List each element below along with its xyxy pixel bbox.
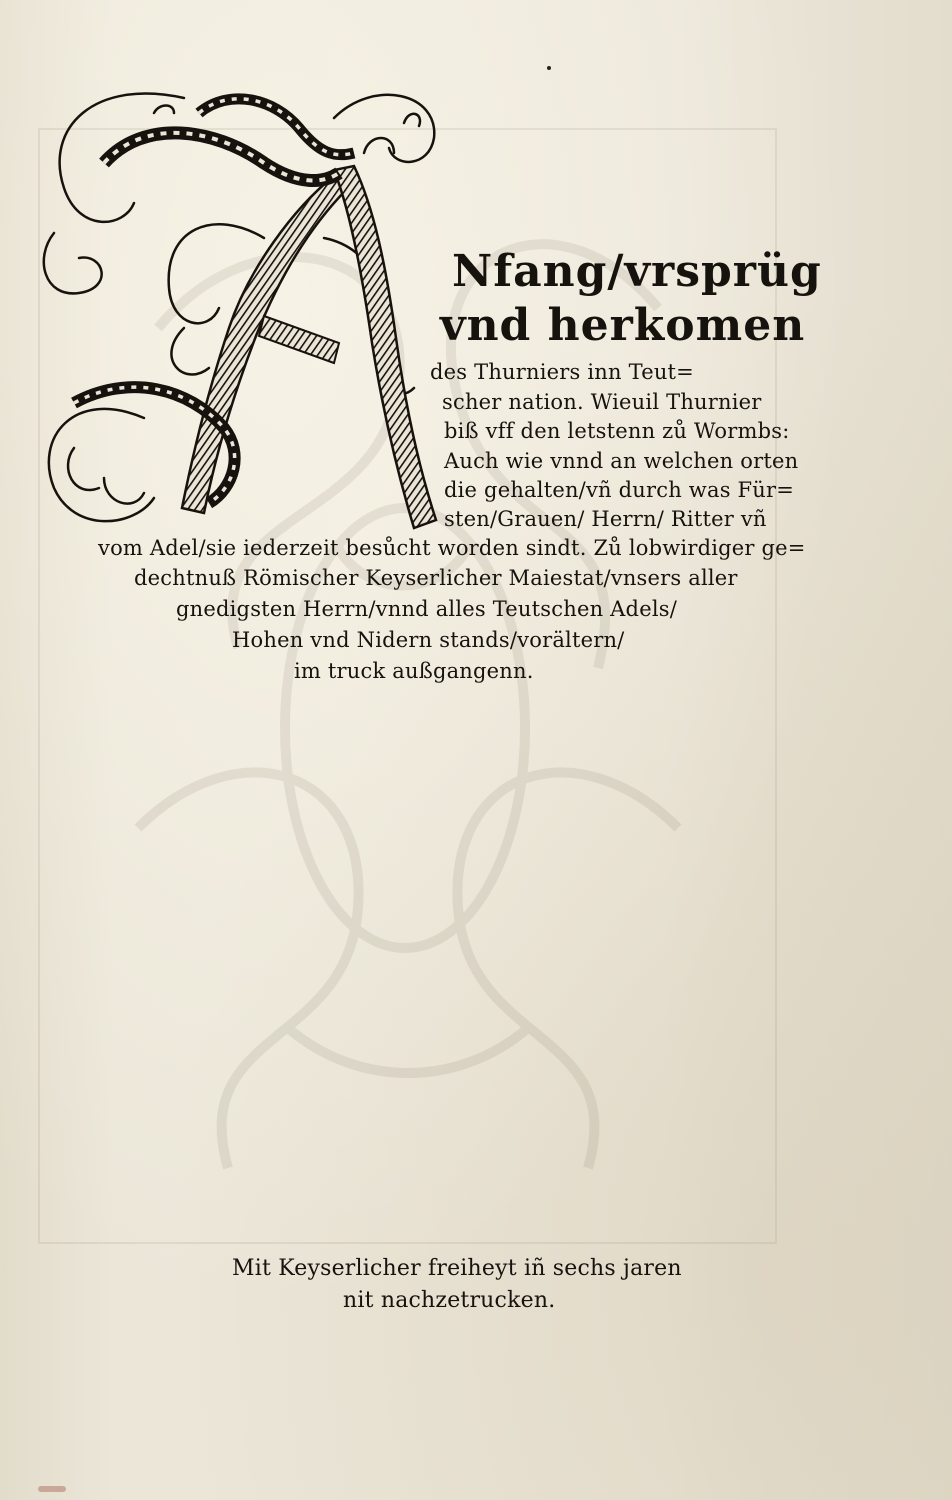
body-line-4: Auch wie vnnd an welchen orten (444, 449, 799, 473)
body-line-10: Hohen vnd Nidern stands/vorältern/ (232, 628, 625, 652)
title-line-1: Nfang/vrsprüg (452, 246, 822, 297)
body-line-5: die gehalten/vñ durch was Für= (444, 478, 795, 502)
ink-speck (547, 66, 551, 70)
body-line-2: scher nation. Wieuil Thurnier (442, 390, 762, 414)
body-line-8: dechtnuß Römischer Keyserlicher Maiestat/vnsers aller (134, 566, 738, 590)
body-line-6: sten/Grauen/ Herrn/ Ritter vñ (444, 507, 767, 531)
body-line-1: des Thurniers inn Teut= (430, 360, 694, 384)
body-line-7: vom Adel/sie iederzeit besůcht worden sindt. Zů lobwirdiger ge= (98, 536, 806, 560)
body-line-3: biß vff den letstenn zů Wormbs: (444, 419, 790, 443)
body-line-9: gnedigsten Herrn/vnnd alles Teutschen Adels/ (176, 597, 677, 621)
colophon-line-2: nit nachzetrucken. (343, 1288, 556, 1313)
colophon-line-1: Mit Keyserlicher freiheyt iñ sechs jaren (232, 1256, 682, 1281)
decorated-initial-A (34, 58, 444, 538)
title-line-2: vnd herkomen (440, 300, 806, 351)
body-line-11: im truck außgangenn. (294, 659, 534, 683)
ink-stamp-mark (38, 1486, 66, 1492)
